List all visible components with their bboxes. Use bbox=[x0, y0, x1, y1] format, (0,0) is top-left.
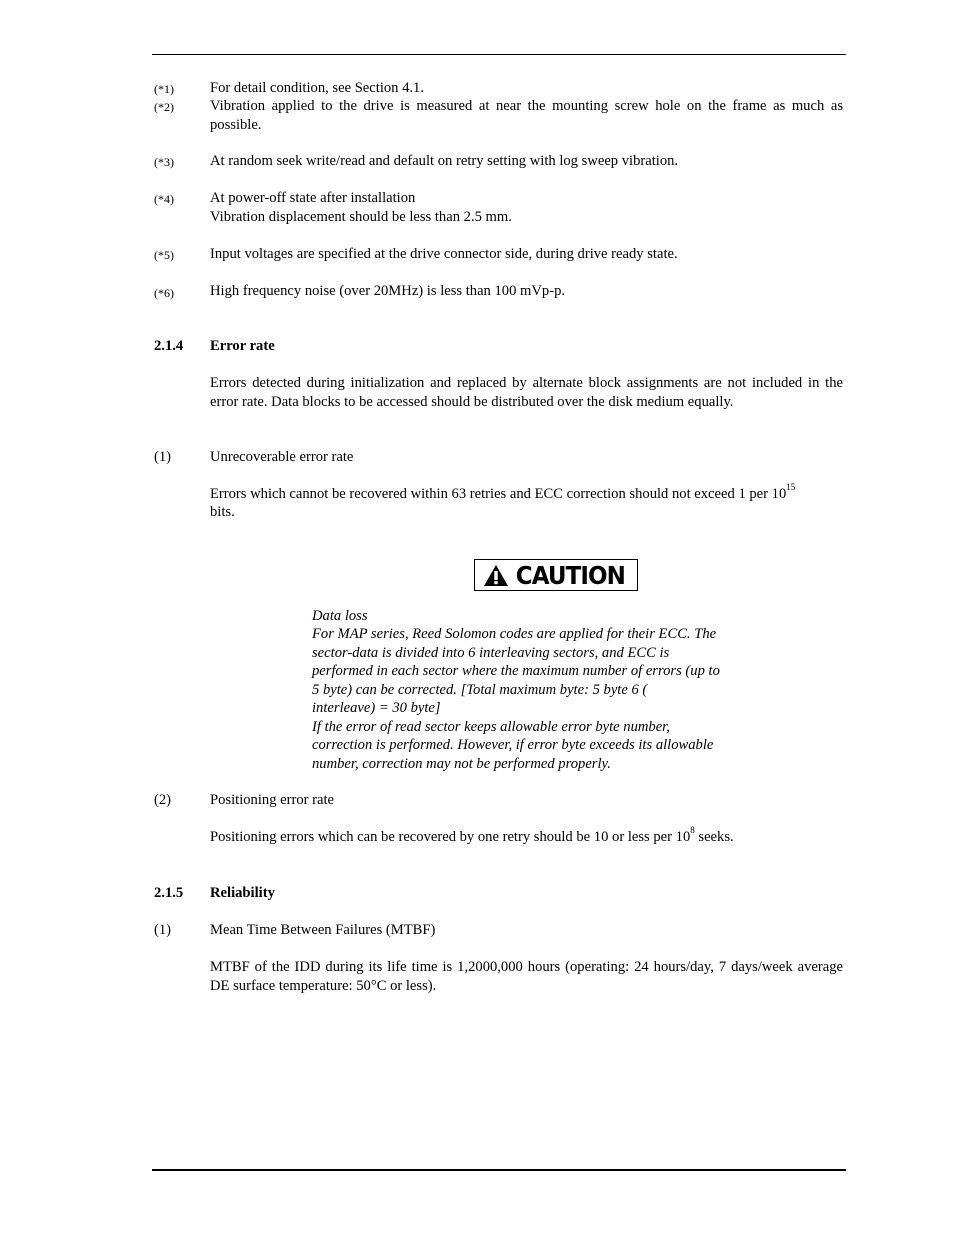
positioning-text: Positioning errors which can be recovered by one retry should be 10 or less per $10^8$ seeks. bbox=[210, 825, 734, 845]
exponent-15: 15 bbox=[786, 482, 796, 493]
item-title-positioning: Positioning error rate bbox=[210, 792, 335, 808]
header-rule bbox=[152, 54, 846, 55]
item-number-positioning: (2) bbox=[154, 792, 172, 808]
note-mark-6: (*6) bbox=[154, 286, 174, 300]
note-mark-3: (*3) bbox=[154, 155, 174, 169]
section-number-214: 2.1.4 bbox=[154, 338, 184, 354]
note-mark-1: (*1) bbox=[154, 82, 174, 96]
note-mark-2: (*2) bbox=[154, 100, 174, 114]
note-text-4a: At power-off state after installation bbox=[210, 190, 416, 206]
section-number-215: 2.1.5 bbox=[154, 885, 184, 901]
section-title-reliability: Reliability bbox=[210, 885, 275, 901]
item-title-unrecoverable: Unrecoverable error rate bbox=[210, 449, 354, 465]
note-text-5: Input voltages are specified at the drive connector side, during drive ready state. bbox=[210, 246, 678, 262]
caution-line-1: Data loss bbox=[312, 608, 368, 624]
section-title-error-rate: Error rate bbox=[210, 338, 275, 354]
caution-line-6: interleave) = 30 byte] bbox=[312, 700, 441, 716]
note-text-3: At random seek write/read and default on retry setting with log sweep vibration. bbox=[210, 153, 679, 169]
exponent-8: 8 bbox=[690, 825, 695, 836]
note-mark-5: (*5) bbox=[154, 248, 174, 262]
item-number-mtbf: (1) bbox=[154, 922, 172, 938]
warning-triangle-icon bbox=[483, 564, 509, 587]
caution-line-2: For MAP series, Reed Solomon codes are applied for their ECC. The bbox=[312, 626, 717, 642]
footer-rule bbox=[152, 1169, 846, 1171]
note-text-1: For detail condition, see Section 4.1. bbox=[210, 80, 425, 96]
caution-line-9: number, correction may not be performed properly. bbox=[312, 756, 611, 772]
caution-word: CAUTION bbox=[515, 560, 625, 590]
caution-line-7: If the error of read sector keeps allowable error byte number, bbox=[312, 719, 670, 735]
item-title-mtbf: Mean Time Between Failures (MTBF) bbox=[210, 922, 436, 938]
note-text-4b: Vibration displacement should be less than 2.5 mm. bbox=[210, 209, 512, 225]
note-text-2: Vibration applied to the drive is measured at near the mounting screw hole on the frame as much as possible. bbox=[210, 98, 843, 133]
caution-line-5: 5 byte) can be corrected. [Total maximum byte: 5 byte 6 ( bbox=[312, 682, 648, 698]
caution-label-box bbox=[474, 559, 638, 591]
caution-line-3: sector-data is divided into 6 interleaving sectors, and ECC is bbox=[312, 645, 670, 661]
unrecoverable-text-end: bits. bbox=[210, 504, 235, 520]
mtbf-text: MTBF of the IDD during its life time is 1,2000,000 hours (operating: 24 hours/day, 7 days/week average DE surface temperature: 50°C or less). bbox=[210, 959, 843, 994]
note-mark-4: (*4) bbox=[154, 192, 174, 206]
caution-line-4: performed in each sector where the maximum number of errors (up to bbox=[312, 663, 720, 679]
item-number-unrecoverable: (1) bbox=[154, 449, 172, 465]
unrecoverable-text: Errors which cannot be recovered within 63 retries and ECC correction should not exceed 1 per $10^{15}$ bbox=[210, 482, 796, 502]
note-text-6: High frequency noise (over 20MHz) is less than 100 mVp-p. bbox=[210, 283, 566, 299]
error-rate-intro: Errors detected during initialization and replaced by alternate block assignments are not included in the error rate. Data blocks to be accessed should be distributed over the disk medium equally. bbox=[210, 375, 843, 410]
caution-line-8: correction is performed. However, if error byte exceeds its allowable bbox=[312, 737, 714, 753]
